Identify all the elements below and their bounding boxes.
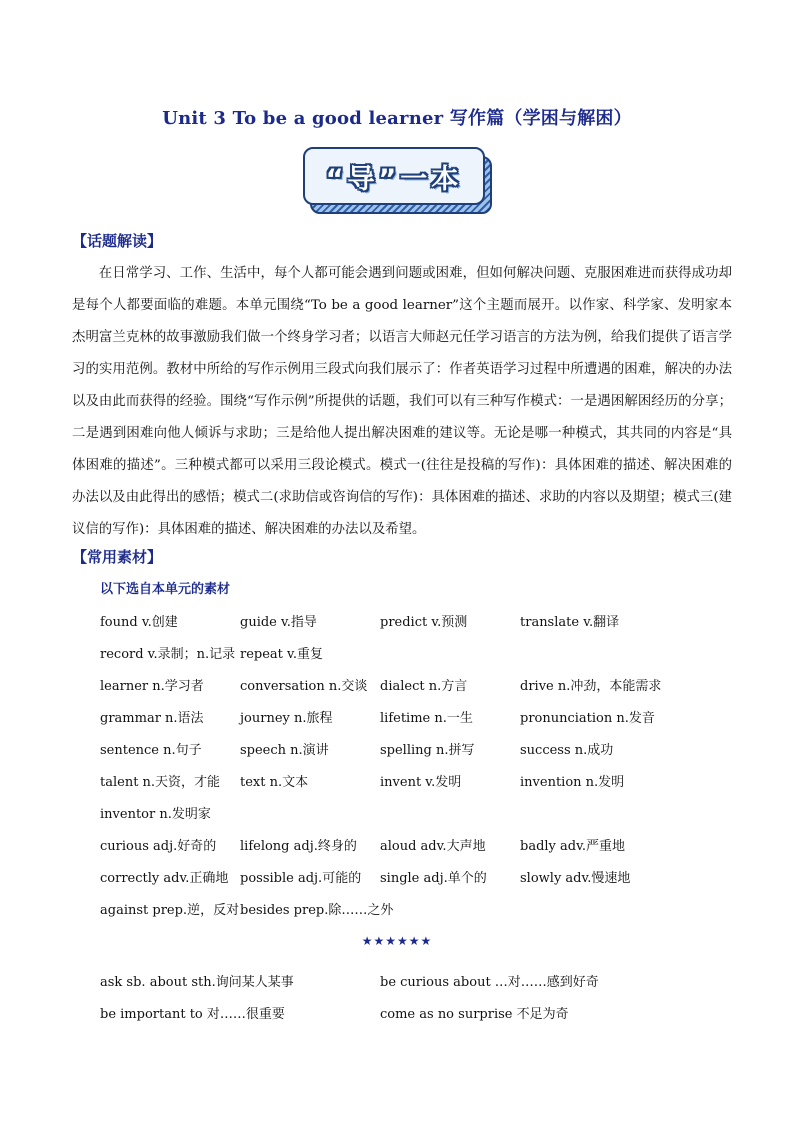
vocab-item: slowly adv.慢速地 (520, 870, 631, 886)
vocab-item: against prep.逆，反对 (100, 902, 240, 918)
vocab-row (100, 668, 740, 700)
phrase-list (100, 964, 740, 1028)
phrase-row (100, 964, 740, 996)
vocab-item: repeat v.重复 (240, 646, 323, 662)
vocab-item: predict v.预测 (380, 614, 468, 630)
vocab-item: invent v.发明 (380, 774, 462, 790)
section-banner (303, 147, 491, 213)
vocab-item: grammar n.语法 (100, 710, 204, 726)
vocab-item: badly adv.严重地 (520, 838, 626, 854)
vocab-item: inventor n.发明家 (100, 806, 211, 822)
vocab-item: pronunciation n.发音 (520, 710, 655, 726)
vocab-item: dialect n.方言 (380, 678, 468, 694)
banner-box (303, 147, 485, 205)
vocab-item: possible adj.可能的 (240, 870, 362, 886)
vocab-item: spelling n.拼写 (380, 742, 475, 758)
vocab-item: aloud adv.大声地 (380, 838, 486, 854)
vocab-item: lifelong adj.终身的 (240, 838, 357, 854)
phrase-row (100, 996, 740, 1028)
vocab-row (100, 860, 740, 892)
vocab-item: guide v.指导 (240, 614, 317, 630)
vocab-item: besides prep.除……之外 (240, 902, 394, 918)
vocab-row (100, 604, 740, 636)
vocab-row (100, 892, 740, 924)
vocab-item: lifetime n.一生 (380, 710, 473, 726)
vocab-item: conversation n.交谈 (240, 678, 368, 694)
phrase-item: be important to 对……很重要 (100, 1006, 285, 1022)
vocab-item: text n.文本 (240, 774, 309, 790)
vocab-row (100, 828, 740, 860)
vocab-item: learner n.学习者 (100, 678, 204, 694)
vocab-row (100, 764, 740, 796)
vocab-item: drive n.冲劲，本能需求 (520, 678, 662, 694)
phrase-item: ask sb. about sth.询问某人某事 (100, 974, 294, 990)
vocabulary-list (100, 604, 740, 924)
vocab-item: sentence n.句子 (100, 742, 202, 758)
section-heading-materials: 【常用素材】 (72, 548, 163, 566)
vocab-row (100, 732, 740, 764)
vocab-item: speech n.演讲 (240, 742, 329, 758)
vocab-item: talent n.天资，才能 (100, 774, 221, 790)
vocab-item: correctly adv.正确地 (100, 870, 229, 886)
vocab-item: translate v.翻译 (520, 614, 620, 630)
vocab-row (100, 700, 740, 732)
vocab-item: invention n.发明 (520, 774, 625, 790)
banner-text: “导”一本 (325, 163, 463, 195)
star-divider: ★★★★★★ (361, 934, 433, 948)
vocab-item: journey n.旅程 (240, 710, 333, 726)
vocab-row (100, 796, 740, 828)
vocab-item: curious adj.好奇的 (100, 838, 217, 854)
vocab-item: record v.录制；n.记录 (100, 646, 236, 662)
vocab-row (100, 636, 740, 668)
vocab-item: single adj.单个的 (380, 870, 487, 886)
vocab-item: found v.创建 (100, 614, 178, 630)
topic-paragraph: 在日常学习、工作、生活中，每个人都可能会遇到问题或困难，但如何解决问题、克服困难进而获得成功却是每个人都要面临的难题。本单元围绕“To be a good learner”这个主题而展开。以作家、科学家、发明家本杰明富兰克林的故事激励我们做一个终身学习者；以语言大师赵元任学习语言的方法为例，给我们提供了语言学习的实用范例。教材中所给的写作示例用三段式向我们展示了：作者英语学习过程中所遭遇的困难，解决的办法以及由此而获得的经验。围绕“写作示例”所提供的话题，我们可以有三种写作模式：一是遇困解困经历的分享；二是遇到困难向他人倾诉与求助；三是给他人提出解决困难的建议等。无论是哪一种模式，其共同的内容是“具体困难的描述”。三种模式都可以采用三段论模式。模式一(往往是投稿的写作)：具体困难的描述、解决困难的办法以及由此得出的感悟；模式二(求助信或咨询信的写作)：具体困难的描述、求助的内容以及期望；模式三(建议信的写作)：具体困难的描述、解决困难的办法以及希望。 (72, 266, 732, 537)
page-title: Unit 3 To be a good learner 写作篇（学困与解困） (162, 108, 632, 129)
section-heading-topic: 【话题解读】 (72, 232, 163, 250)
vocab-item: success n.成功 (520, 742, 614, 758)
phrase-item: be curious about …对……感到好奇 (380, 974, 599, 990)
phrase-item: come as no surprise 不足为奇 (380, 1006, 569, 1022)
materials-subheading: 以下选自本单元的素材 (100, 582, 231, 597)
